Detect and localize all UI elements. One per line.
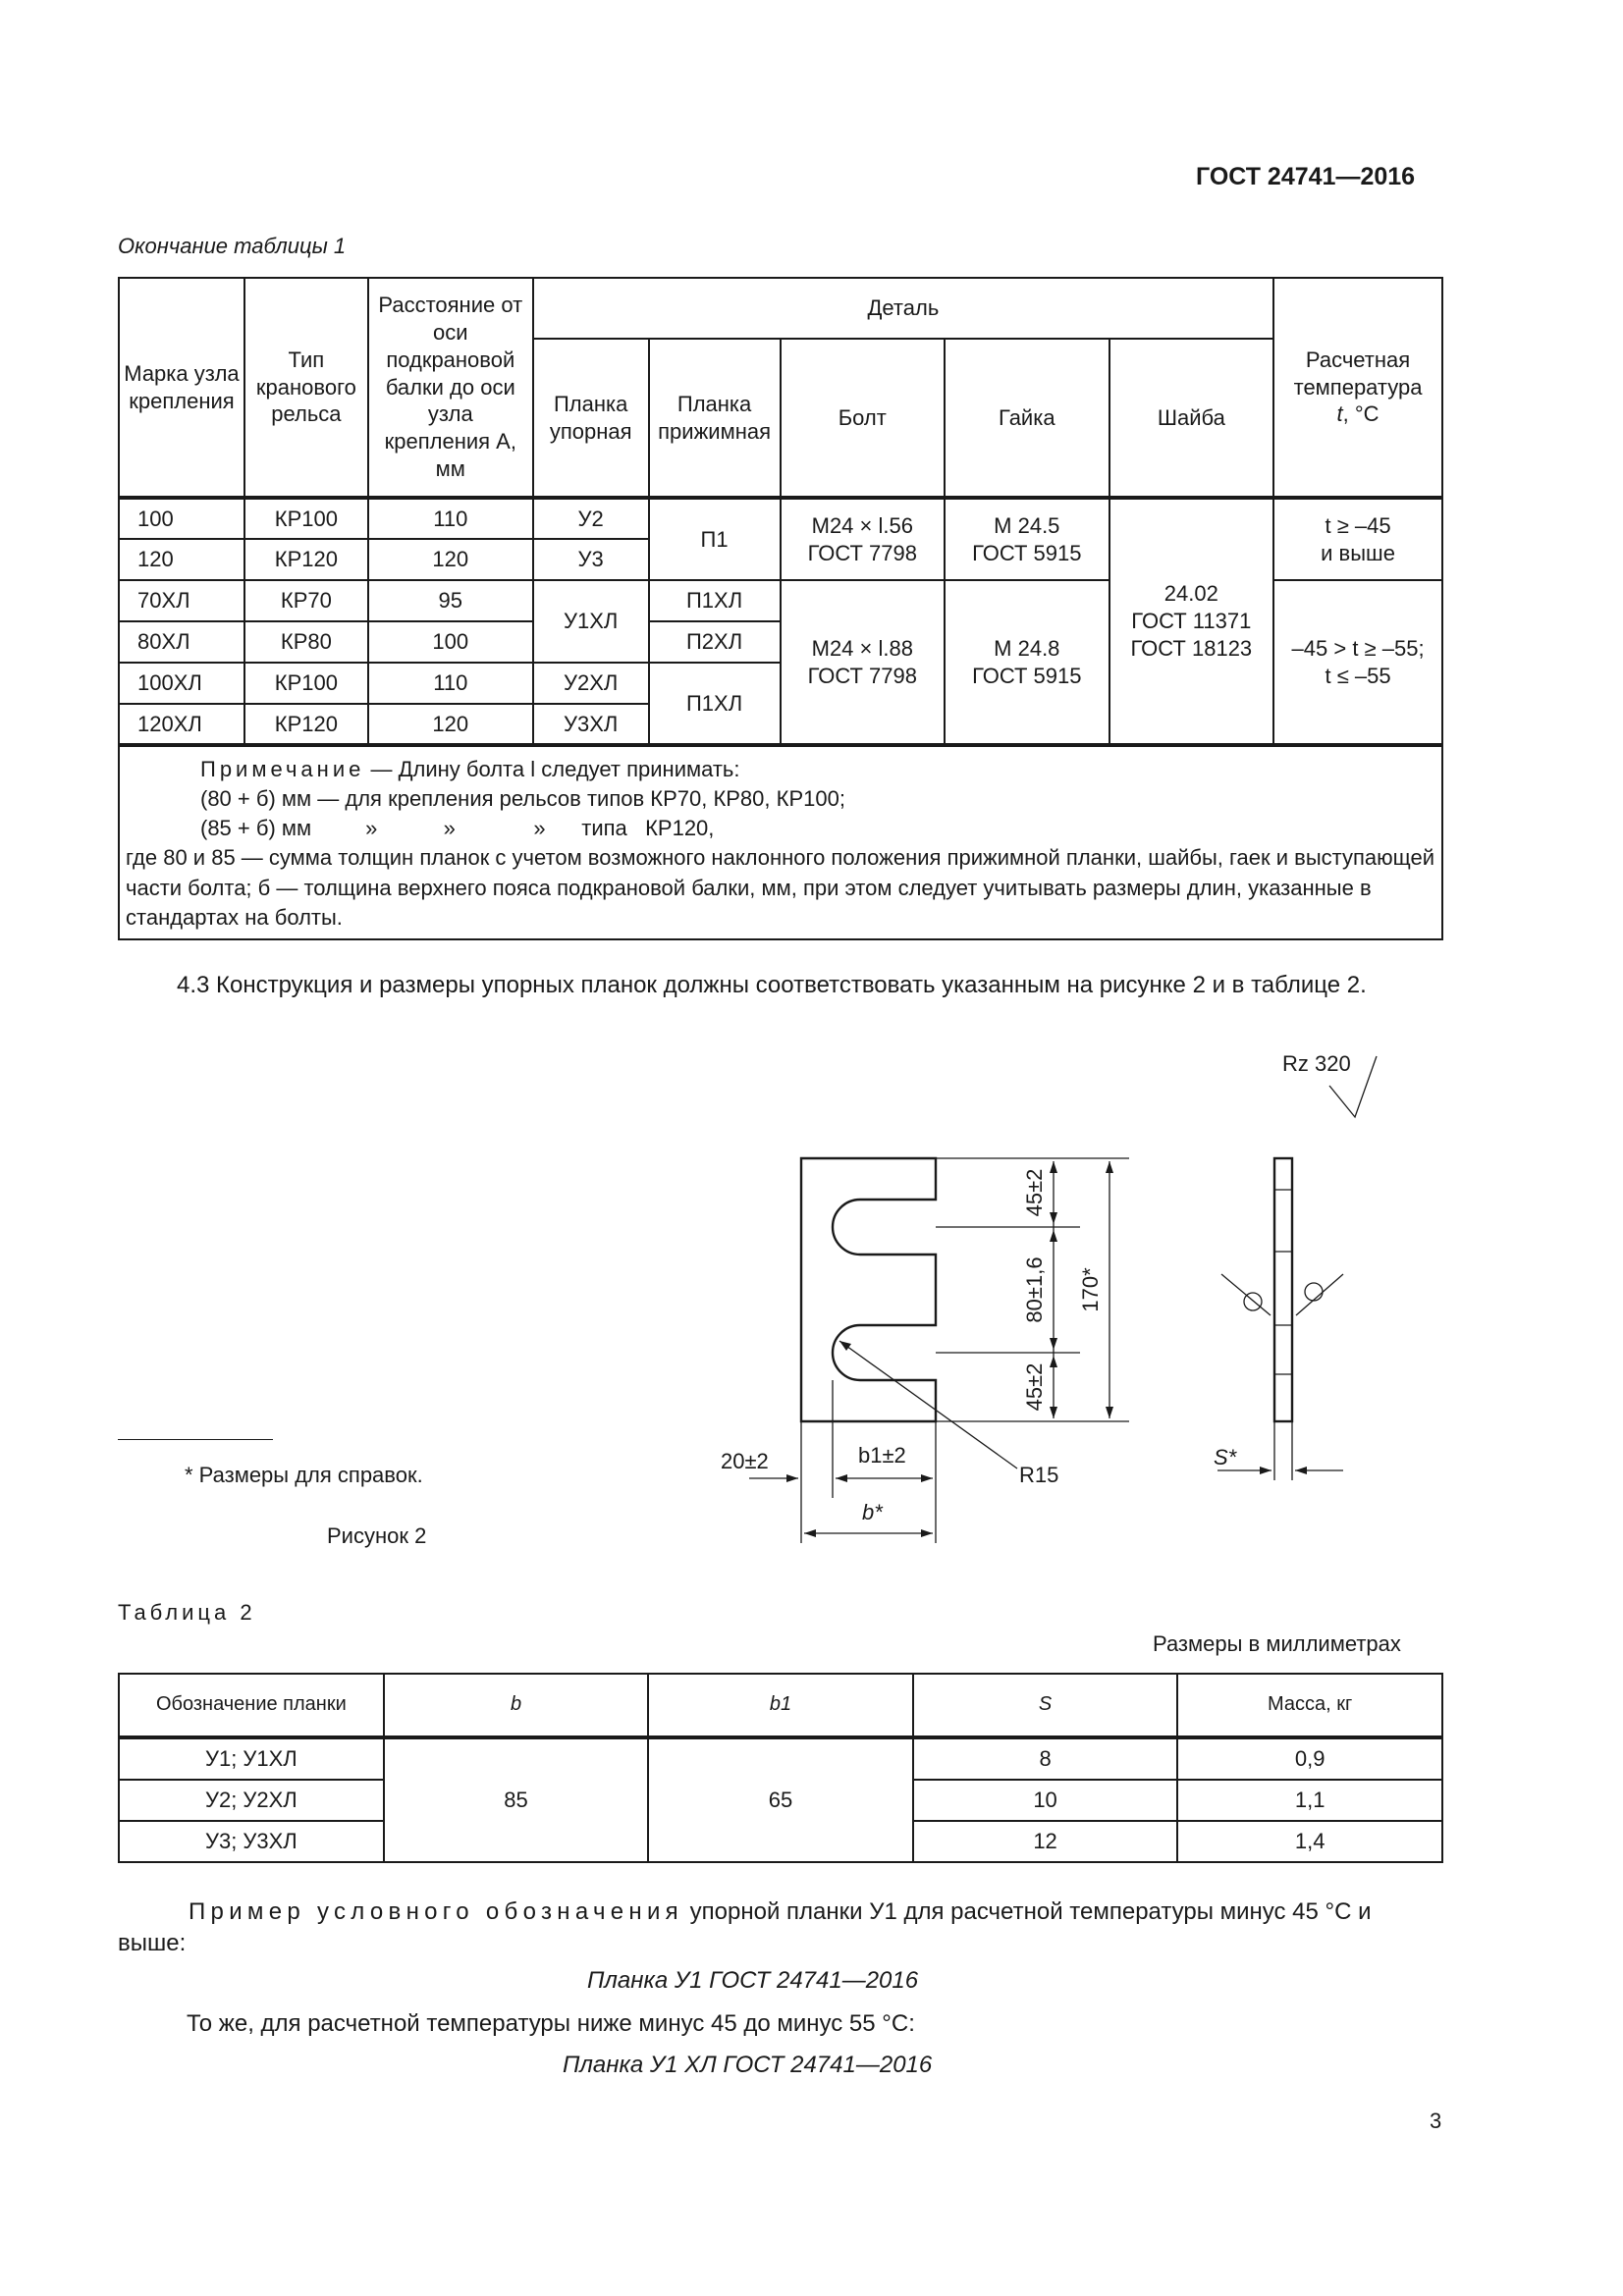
section-4-3: 4.3 Конструкция и размеры упорных планок должны соответствовать указанным на рисунке 2 и в таблице 2. bbox=[177, 972, 1367, 998]
note-label: Примечание bbox=[200, 757, 365, 781]
dim-middle: 80±1,6 bbox=[1022, 1256, 1047, 1323]
designation-1: Планка У1 ГОСТ 24741—2016 bbox=[587, 1967, 919, 1994]
table-row: 70ХЛ КР70 95 У1ХЛ П1ХЛ М24 × l.88 ГОСТ 7798 М 24.8 ГОСТ 5915 –45 > t ≥ –55; t ≤ –55 bbox=[119, 580, 1442, 621]
t2-header-b: b bbox=[384, 1674, 649, 1737]
dim-b: b* bbox=[862, 1500, 883, 1524]
dim-top: 45±2 bbox=[1022, 1168, 1047, 1217]
header-distance: Расстояние от оси подкрановой балки до оси узла крепления A, мм bbox=[368, 278, 533, 498]
t2-header-s: S bbox=[913, 1674, 1178, 1737]
dim-radius: R15 bbox=[1019, 1463, 1059, 1487]
figure-caption: Рисунок 2 bbox=[327, 1523, 427, 1548]
table-row: 100ХЛ КР100 110 У2ХЛ П1ХЛ bbox=[119, 663, 1442, 704]
header-stop-plate: Планка упорная bbox=[533, 339, 649, 498]
table2-units: Размеры в миллиметрах bbox=[1153, 1631, 1401, 1656]
dim-left: 20±2 bbox=[721, 1449, 769, 1473]
header-rail-type: Тип кранового рельса bbox=[244, 278, 368, 498]
example-line-2: То же, для расчетной температуры ниже минус 45 до минус 55 °С: bbox=[187, 2010, 915, 2037]
table1-caption: Окончание таблицы 1 bbox=[118, 234, 347, 258]
table-row: 80ХЛ КР80 100 П2ХЛ bbox=[119, 621, 1442, 663]
dim-total: 170* bbox=[1078, 1267, 1103, 1312]
table2 bbox=[118, 1673, 1443, 1863]
t2-header-name: Обозначение планки bbox=[119, 1674, 384, 1737]
header-bolt: Болт bbox=[781, 339, 946, 498]
table1 bbox=[118, 277, 1443, 940]
table-row: У3; У3ХЛ 12 1,4 bbox=[119, 1821, 1442, 1862]
b-value: 85 bbox=[384, 1737, 649, 1862]
header-detail: Деталь bbox=[533, 278, 1273, 339]
nut-spec-b: М 24.8 ГОСТ 5915 bbox=[945, 580, 1109, 745]
document-number: ГОСТ 24741—2016 bbox=[1196, 163, 1416, 190]
b1-value: 65 bbox=[648, 1737, 913, 1862]
dim-bottom: 45±2 bbox=[1022, 1362, 1047, 1412]
table-row: 120 КР120 120 У3 bbox=[119, 539, 1442, 580]
table-row: У1; У1ХЛ 85 65 8 0,9 bbox=[119, 1737, 1442, 1780]
washer-spec: 24.02 ГОСТ 11371 ГОСТ 18123 bbox=[1109, 498, 1274, 745]
clamp-p1: П1 bbox=[649, 498, 781, 580]
header-washer: Шайба bbox=[1109, 339, 1274, 498]
footnote: * Размеры для справок. bbox=[185, 1463, 423, 1487]
clamp-p1hl-b: П1ХЛ bbox=[649, 663, 781, 745]
dim-b1: b1±2 bbox=[858, 1443, 906, 1468]
dim-s: S* bbox=[1214, 1445, 1237, 1469]
header-clamp-plate: Планка прижимная bbox=[649, 339, 781, 498]
page-number: 3 bbox=[1430, 2109, 1442, 2133]
bolt-spec-b: М24 × l.88 ГОСТ 7798 bbox=[781, 580, 946, 745]
header-mark: Марка узла крепления bbox=[119, 278, 244, 498]
plate-side-view bbox=[1274, 1158, 1292, 1421]
table-row: 100 КР100 110 У2 П1 М24 × l.56 ГОСТ 7798 М 24.5 ГОСТ 5915 24.02 ГОСТ 11371 ГОСТ 18123 t ≥ –45 и выше bbox=[119, 498, 1442, 539]
temp-range-b: –45 > t ≥ –55; t ≤ –55 bbox=[1273, 580, 1442, 745]
t2-header-b1: b1 bbox=[648, 1674, 913, 1737]
t2-header-mass: Масса, кг bbox=[1177, 1674, 1442, 1737]
table-row: 120ХЛ КР120 120 У3ХЛ bbox=[119, 704, 1442, 745]
roughness-label: Rz 320 bbox=[1282, 1051, 1351, 1076]
example-paragraph: Пример условного обозначения упорной планки У1 для расчетной температуры минус 45 °С и выше: bbox=[118, 1898, 1372, 1957]
figure-2-drawing bbox=[707, 1041, 1453, 1551]
temp-range-a: t ≥ –45 и выше bbox=[1273, 498, 1442, 580]
header-nut: Гайка bbox=[945, 339, 1109, 498]
table1-note: Примечание — Длину болта l следует принимать: (80 + б) мм — для крепления рельсов типов КР70, КР80, КР100; (85 + б) мм » » » типа КР120, где 80 и 85 — сумма толщин планок с учетом возможного наклонного положения прижимной планки, шайбы, гаек и выступающей части болта; б — толщина верхнего пояса подкрановой балки, мм, при этом следует учитывать размеры длин, указанные в стандартах на болты. bbox=[119, 745, 1442, 939]
table2-caption: Таблица 2 bbox=[118, 1600, 256, 1625]
plate-outline bbox=[801, 1158, 936, 1421]
stop-u1hl: У1ХЛ bbox=[533, 580, 649, 663]
designation-2: Планка У1 ХЛ ГОСТ 24741—2016 bbox=[563, 2052, 933, 2078]
nut-spec-a: М 24.5 ГОСТ 5915 bbox=[945, 498, 1109, 580]
header-temperature: Расчетная температура t, °С bbox=[1273, 278, 1442, 498]
bolt-spec-a: М24 × l.56 ГОСТ 7798 bbox=[781, 498, 946, 580]
table-row: У2; У2ХЛ 10 1,1 bbox=[119, 1780, 1442, 1821]
footnote-divider bbox=[118, 1439, 273, 1440]
